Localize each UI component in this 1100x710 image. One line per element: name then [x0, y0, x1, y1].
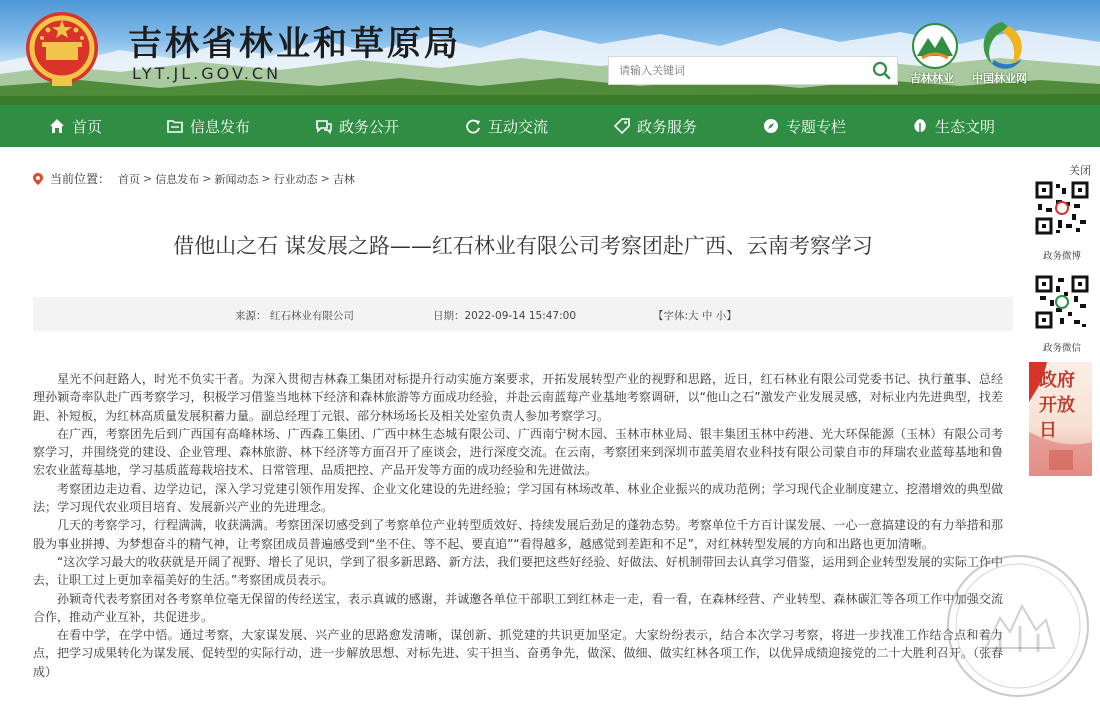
nav-item-label: 政务服务	[637, 117, 698, 136]
breadcrumb-item-industry-news[interactable]: 行业动态	[273, 172, 318, 186]
article-paragraph: 孙颖奇代表考察团对各考察单位毫无保留的传经送宝，表示真诚的感谢，并诚邀各单位干部职工到红林走一走，看一看，在森林经营、产业转型、森林碳汇等各项工作中加强交流合作，推动产业互补，共促进步。	[33, 591, 1003, 624]
search-icon	[865, 57, 897, 84]
main-nav	[0, 105, 1100, 147]
breadcrumb-label: 当前位置：	[50, 172, 111, 186]
jilin-forestry-label[interactable]: 吉林林业	[910, 72, 954, 85]
article-meta-bar	[33, 297, 1013, 331]
search-button[interactable]	[865, 57, 897, 84]
site-domain: LYT.JL.GOV.CN	[132, 64, 282, 83]
search-input[interactable]	[609, 57, 869, 84]
article-source: 来源： 红石林业有限公司	[235, 310, 354, 322]
compass-icon	[762, 117, 780, 135]
nav-item-info-release[interactable]	[166, 105, 250, 147]
breadcrumb-separator: >	[261, 172, 271, 185]
article-paragraph: 星光不问赶路人，时光不负实干者。为深入贯彻吉林森工集团对标提升行动实施方案要求，开拓发展转型产业的视野和思路，近日，红石林业有限公司党委书记、执行董事、总经理孙颖奇率队赴广西考察学习，积极学习借鉴当地林下经济和森林旅游等方面成功经验，并赴云南蓝莓产业基地考察调研，以“他山之石”激发产业发展灵感，对标业内先进典型，找差距、补短板，为红林高质量发展积蓄力量。副总经理丁元银、部分林场场长及相关处室负责人参加考察学习。	[33, 372, 1003, 423]
refresh-icon	[464, 117, 482, 135]
gov-open-day-banner[interactable]	[1029, 362, 1092, 476]
article-paragraph: 几天的考察学习，行程满满，收获满满。考察团深切感受到了考察单位产业转型质效好、持续发展后劲足的蓬勃态势。考察单位千方百计谋发展、一心一意搞建设的有力举措和那股为事业拼搏、为梦想奋斗的精气神，让考察团成员普遍感受到“坐不住、等不起、要直追”“看得越多，越感觉到差距和不足”，对红林转型发展的方向和出路也更加清晰。	[33, 518, 1003, 551]
article-body	[33, 370, 1003, 681]
font-size-medium[interactable]: 中	[701, 310, 713, 322]
breadcrumb-separator: >	[320, 172, 330, 185]
article-date: 日期：2022-09-14 15:47:00	[433, 310, 577, 322]
breadcrumb-item-info-release[interactable]: 信息发布	[155, 172, 200, 186]
breadcrumb-item-news[interactable]: 新闻动态	[214, 172, 259, 186]
hongshi-forestry-seal-watermark	[940, 548, 1096, 704]
font-size-control	[653, 308, 737, 323]
breadcrumb-item-jilin[interactable]: 吉林	[332, 172, 355, 186]
close-button[interactable]: 关闭	[1069, 164, 1091, 177]
breadcrumb-separator: >	[202, 172, 212, 185]
gov-open-day-text: 政府开放日	[1039, 370, 1075, 441]
font-size-end: 】	[726, 310, 737, 322]
breadcrumb-item-home[interactable]: 首页	[118, 172, 141, 186]
location-pin-icon	[32, 172, 44, 186]
nav-item-label: 专题专栏	[786, 117, 847, 136]
site-title: 吉林省林业和草原局	[128, 24, 461, 64]
header-banner	[0, 0, 1100, 105]
folder-icon	[166, 117, 184, 135]
qr-label-wechat: 政务微信	[1042, 343, 1081, 354]
article-paragraph: 在广西，考察团先后到广西国有高峰林场、广西森工集团、广西中林生态城有限公司、广西南宁树木园、玉林市林业局、银丰集团玉林中药港、光大环保能源（玉林）有限公司考察学习，并围绕党的建设、企业管理、森林旅游、林下经济等方面召开了座谈会，进行深度交流。在云南，考察团来到深圳市蓝美眉农业科技有限公司蒙自市的拜瑞农业蓝莓基地和鲁宏农业蓝莓基地，学习基质蓝莓栽培技术、日常管理、品质把控、产品开发等方面的成功经验和先进做法。	[33, 426, 1003, 478]
article-paragraph: “这次学习最大的收获就是开阔了视野、增长了见识，学到了很多新思路、新方法，我们要把这些好经验、好做法、好机制带回去认真学习借鉴，运用到企业转型发展的实际工作中去，让职工过上更加幸福美好的生活。”考察团成员表示。	[33, 554, 1003, 588]
nav-item-label: 信息发布	[190, 117, 251, 136]
nav-item-interaction[interactable]	[464, 105, 548, 147]
nav-item-special-topics[interactable]	[762, 105, 846, 147]
nav-item-label: 首页	[72, 117, 103, 136]
article-title: 借他山之石 谋发展之路——红石林业有限公司考察团赴广西、云南考察学习	[173, 234, 873, 258]
leaf-icon	[911, 117, 929, 135]
china-forestry-net-label[interactable]: 中国林业网	[972, 72, 1027, 85]
search-bar	[608, 56, 898, 85]
breadcrumb	[32, 170, 355, 187]
qr-code-icon	[1034, 180, 1090, 236]
font-size-small[interactable]: 小	[715, 310, 727, 322]
article-paragraph: 考察团边走边看、边学边记，深入学习党建引领作用发挥、企业文化建设的先进经验；学习国有林场改革、林业企业振兴的成功范例；学习现代企业制度建立、挖潜增效的典型做法；学习现代农业项目培育、发展新兴产业的先进理念。	[33, 481, 1003, 515]
nav-item-label: 生态文明	[935, 117, 996, 136]
chat-icon	[315, 117, 333, 135]
nav-item-eco-civilization[interactable]	[911, 105, 995, 147]
font-size-label: 【字体:	[653, 310, 689, 322]
nav-item-label: 政务公开	[339, 117, 400, 136]
nav-item-label: 互动交流	[488, 117, 549, 136]
tag-icon	[613, 117, 631, 135]
nav-item-gov-affairs-open[interactable]	[315, 105, 399, 147]
font-size-large[interactable]: 大	[688, 310, 699, 322]
nav-item-gov-services[interactable]	[613, 105, 697, 147]
home-icon	[48, 117, 66, 135]
article-paragraph: 在看中学，在学中悟。通过考察，大家谋发展、兴产业的思路愈发清晰，谋创新、抓党建的共识更加坚定。大家纷纷表示，结合本次学习考察，将进一步找准工作结合点和着力点，把学习成果转化为谋发展、促转型的实际行动，进一步解放思想、对标先进、实干担当、奋勇争先，做深、做细、做实红林各项工作，以优异成绩迎接党的二十大胜利召开。（张春成）	[33, 628, 1003, 679]
qr-code-icon	[1034, 274, 1090, 330]
national-emblem-icon	[22, 8, 102, 90]
qr-label-weibo: 政务微博	[1042, 251, 1081, 262]
nav-item-home[interactable]	[48, 105, 102, 147]
breadcrumb-separator: >	[143, 172, 153, 185]
